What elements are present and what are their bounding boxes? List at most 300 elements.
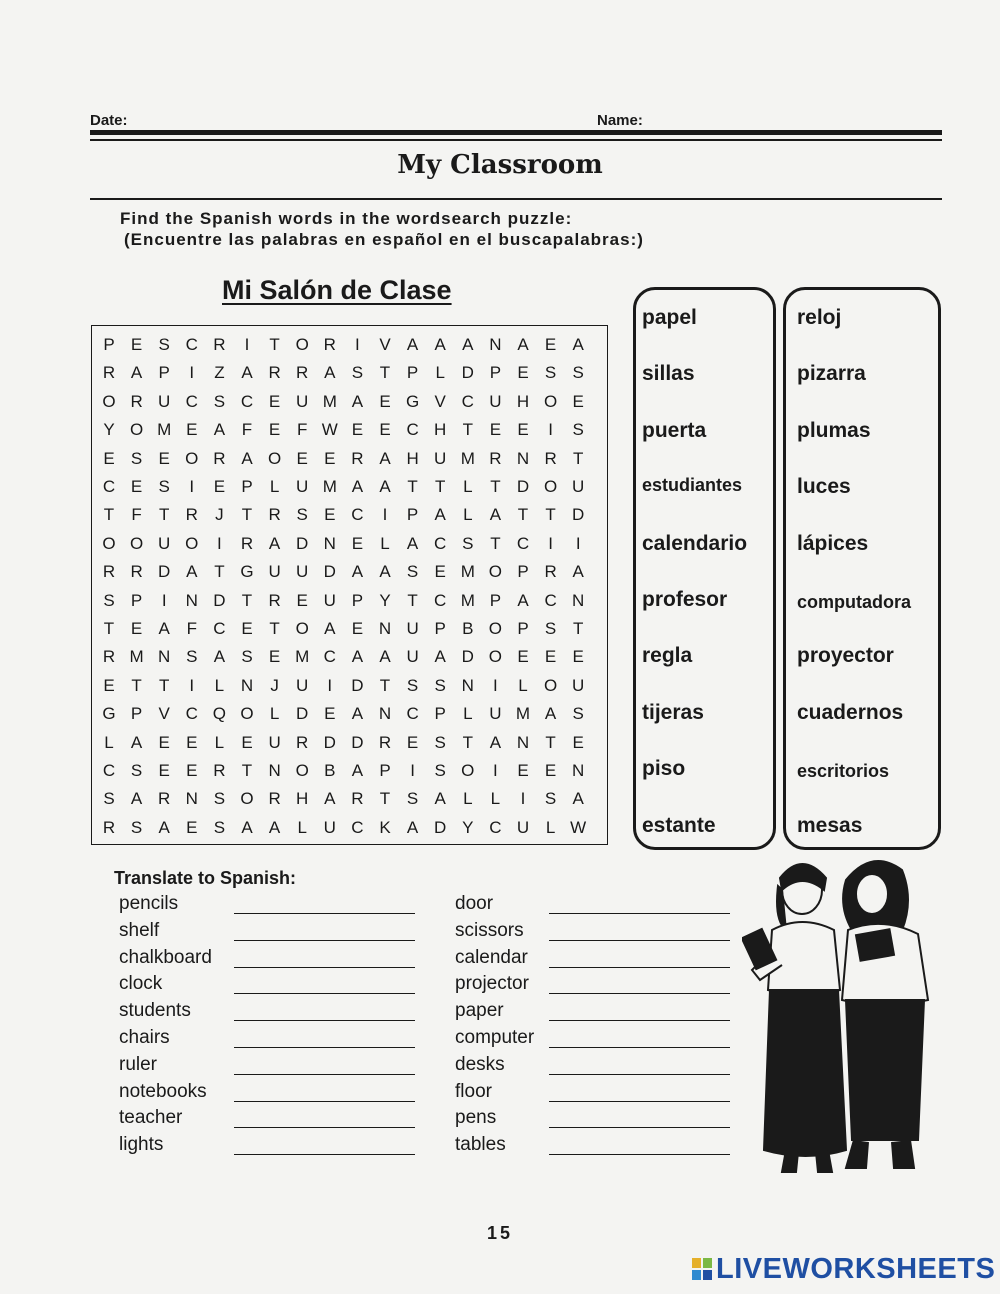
grid-letter[interactable]: U	[268, 732, 281, 752]
grid-letter[interactable]: U	[296, 562, 309, 582]
grid-letter[interactable]: A	[241, 363, 253, 383]
grid-letter[interactable]: A	[130, 789, 143, 809]
grid-letter[interactable]: A	[517, 590, 529, 610]
grid-letter[interactable]: O	[240, 789, 254, 809]
grid-letter[interactable]: E	[130, 477, 143, 496]
grid-letter[interactable]: M	[129, 647, 144, 667]
grid-letter[interactable]: T	[379, 363, 391, 383]
grid-letter[interactable]: I	[355, 335, 360, 354]
answer-blank[interactable]	[234, 913, 415, 914]
grid-letter[interactable]: C	[434, 533, 447, 553]
grid-letter[interactable]: O	[102, 391, 116, 411]
answer-blank[interactable]	[234, 1101, 415, 1102]
grid-letter[interactable]: R	[268, 363, 281, 383]
grid-letter[interactable]: U	[158, 533, 171, 553]
grid-letter[interactable]: C	[102, 761, 116, 780]
grid-letter[interactable]: E	[572, 647, 584, 667]
grid-letter[interactable]: L	[214, 675, 225, 695]
answer-blank[interactable]	[234, 1127, 415, 1128]
grid-letter[interactable]: I	[410, 761, 415, 780]
grid-letter[interactable]: D	[516, 477, 530, 496]
grid-letter[interactable]: E	[130, 335, 143, 354]
grid-letter[interactable]: S	[130, 817, 143, 837]
grid-letter[interactable]: S	[241, 647, 253, 667]
answer-blank[interactable]	[549, 1127, 730, 1128]
grid-letter[interactable]: A	[544, 704, 557, 724]
grid-letter[interactable]: A	[213, 420, 226, 440]
grid-letter[interactable]: O	[543, 477, 558, 496]
grid-letter[interactable]: O	[295, 761, 309, 780]
grid-letter[interactable]: R	[130, 391, 143, 411]
grid-letter[interactable]: S	[103, 590, 115, 610]
grid-letter[interactable]: D	[572, 505, 585, 525]
grid-letter[interactable]: L	[297, 817, 307, 837]
grid-letter[interactable]: E	[186, 732, 198, 752]
grid-letter[interactable]: R	[268, 789, 281, 809]
grid-letter[interactable]: O	[488, 562, 502, 582]
grid-letter[interactable]: D	[351, 732, 364, 752]
grid-letter[interactable]: R	[268, 590, 281, 610]
grid-letter[interactable]: M	[460, 562, 475, 582]
grid-letter[interactable]: A	[406, 817, 419, 837]
grid-letter[interactable]: O	[129, 533, 144, 553]
grid-letter[interactable]: V	[379, 335, 391, 354]
grid-letter[interactable]: E	[241, 732, 253, 752]
grid-letter[interactable]: W	[321, 420, 338, 440]
grid-letter[interactable]: O	[185, 448, 199, 468]
grid-letter[interactable]: E	[241, 619, 253, 638]
grid-letter[interactable]: C	[185, 391, 198, 411]
grid-letter[interactable]: E	[489, 420, 502, 440]
grid-letter[interactable]: N	[185, 590, 198, 610]
grid-letter[interactable]: M	[157, 420, 172, 440]
grid-letter[interactable]: S	[462, 533, 474, 553]
grid-letter[interactable]: O	[488, 619, 502, 638]
answer-blank[interactable]	[549, 993, 730, 994]
grid-letter[interactable]: A	[268, 817, 281, 837]
grid-letter[interactable]: A	[324, 363, 336, 383]
answer-blank[interactable]	[549, 1020, 730, 1021]
grid-letter[interactable]: E	[379, 420, 391, 440]
grid-letter[interactable]: A	[158, 619, 170, 638]
grid-letter[interactable]: E	[268, 391, 281, 411]
grid-letter[interactable]: R	[489, 448, 502, 468]
grid-letter[interactable]: T	[490, 533, 501, 553]
grid-letter[interactable]: S	[296, 505, 308, 525]
grid-letter[interactable]: R	[102, 363, 116, 383]
answer-blank[interactable]	[234, 1154, 415, 1155]
grid-letter[interactable]: I	[189, 675, 195, 695]
grid-letter[interactable]: A	[241, 448, 253, 468]
grid-letter[interactable]: H	[296, 789, 309, 809]
grid-letter[interactable]: P	[489, 363, 502, 383]
grid-letter[interactable]: P	[103, 335, 115, 354]
grid-letter[interactable]: C	[406, 704, 419, 724]
grid-letter[interactable]: T	[158, 505, 170, 525]
grid-letter[interactable]: E	[213, 477, 226, 496]
grid-letter[interactable]: S	[572, 420, 584, 440]
grid-letter[interactable]: I	[327, 675, 333, 695]
grid-letter[interactable]: H	[516, 391, 530, 411]
grid-letter[interactable]: C	[434, 590, 447, 610]
grid-letter[interactable]: L	[269, 477, 280, 496]
grid-letter[interactable]: A	[489, 732, 502, 752]
grid-letter[interactable]: D	[213, 590, 226, 610]
grid-letter[interactable]: U	[268, 562, 281, 582]
grid-letter[interactable]: T	[545, 505, 556, 525]
grid-letter[interactable]: T	[462, 420, 473, 440]
grid-letter[interactable]: E	[434, 562, 446, 582]
answer-blank[interactable]	[549, 940, 730, 941]
grid-letter[interactable]: R	[323, 335, 336, 354]
grid-letter[interactable]: U	[489, 704, 502, 724]
grid-letter[interactable]: A	[379, 647, 391, 667]
grid-letter[interactable]: E	[186, 817, 198, 837]
grid-letter[interactable]: A	[351, 391, 364, 411]
grid-letter[interactable]: P	[517, 562, 529, 582]
grid-letter[interactable]: C	[102, 477, 116, 496]
grid-letter[interactable]: M	[460, 590, 475, 610]
grid-letter[interactable]: L	[435, 363, 445, 383]
grid-letter[interactable]: A	[351, 647, 364, 667]
answer-blank[interactable]	[549, 1101, 730, 1102]
grid-letter[interactable]: F	[186, 619, 197, 638]
grid-letter[interactable]: G	[240, 562, 254, 582]
grid-letter[interactable]: I	[548, 533, 553, 553]
grid-letter[interactable]: S	[130, 448, 143, 468]
grid-letter[interactable]: H	[434, 420, 447, 440]
grid-letter[interactable]: E	[103, 675, 115, 695]
grid-letter[interactable]: I	[493, 761, 498, 780]
grid-letter[interactable]: Y	[103, 420, 115, 440]
answer-blank[interactable]	[549, 1154, 730, 1155]
grid-letter[interactable]: P	[434, 619, 446, 638]
grid-letter[interactable]: A	[489, 505, 502, 525]
grid-letter[interactable]: A	[130, 363, 143, 383]
grid-letter[interactable]: M	[322, 391, 337, 411]
grid-letter[interactable]: R	[213, 761, 226, 780]
grid-letter[interactable]: E	[544, 761, 557, 780]
grid-letter[interactable]: O	[102, 533, 116, 553]
grid-letter[interactable]: S	[406, 562, 419, 582]
grid-letter[interactable]: V	[158, 704, 170, 724]
grid-letter[interactable]: A	[130, 732, 143, 752]
grid-letter[interactable]: S	[544, 363, 557, 383]
grid-letter[interactable]: S	[130, 761, 143, 780]
grid-letter[interactable]: I	[382, 505, 388, 525]
grid-letter[interactable]: L	[269, 704, 280, 724]
grid-letter[interactable]: O	[129, 420, 144, 440]
grid-letter[interactable]: L	[463, 505, 473, 525]
grid-letter[interactable]: A	[379, 562, 391, 582]
grid-letter[interactable]: N	[572, 590, 585, 610]
grid-letter[interactable]: T	[490, 477, 501, 496]
grid-letter[interactable]: R	[158, 789, 171, 809]
grid-letter[interactable]: I	[244, 335, 250, 354]
grid-letter[interactable]: T	[131, 675, 142, 695]
grid-letter[interactable]: U	[158, 391, 171, 411]
grid-letter[interactable]: E	[572, 391, 584, 411]
grid-letter[interactable]: M	[460, 448, 475, 468]
answer-blank[interactable]	[234, 1047, 415, 1048]
grid-letter[interactable]: A	[517, 335, 529, 354]
grid-letter[interactable]: P	[130, 704, 143, 724]
grid-letter[interactable]: G	[405, 391, 420, 411]
grid-letter[interactable]: E	[351, 619, 364, 638]
answer-blank[interactable]	[549, 913, 730, 914]
grid-letter[interactable]: R	[544, 562, 557, 582]
grid-letter[interactable]: N	[572, 761, 585, 780]
grid-letter[interactable]: A	[158, 817, 170, 837]
grid-letter[interactable]: T	[103, 505, 115, 525]
grid-letter[interactable]: N	[378, 704, 392, 724]
grid-letter[interactable]: L	[214, 732, 225, 752]
grid-letter[interactable]: S	[213, 789, 226, 809]
grid-letter[interactable]: U	[323, 590, 336, 610]
grid-letter[interactable]: T	[241, 590, 253, 610]
grid-letter[interactable]: E	[186, 420, 198, 440]
grid-letter[interactable]: A	[434, 335, 446, 354]
grid-letter[interactable]: C	[406, 420, 419, 440]
grid-letter[interactable]: E	[351, 533, 364, 553]
grid-letter[interactable]: T	[545, 732, 556, 752]
grid-letter[interactable]: O	[543, 391, 558, 411]
grid-letter[interactable]: T	[434, 477, 446, 496]
grid-letter[interactable]: O	[295, 335, 309, 354]
grid-letter[interactable]: E	[517, 363, 529, 383]
grid-letter[interactable]: Y	[462, 817, 474, 837]
grid-letter[interactable]: T	[517, 505, 529, 525]
grid-letter[interactable]: T	[379, 789, 391, 809]
grid-letter[interactable]: S	[544, 789, 557, 809]
grid-letter[interactable]: T	[407, 477, 418, 496]
grid-letter[interactable]: D	[158, 562, 171, 582]
answer-blank[interactable]	[234, 993, 415, 994]
grid-letter[interactable]: L	[380, 533, 390, 553]
grid-letter[interactable]: C	[516, 533, 530, 553]
grid-letter[interactable]: T	[241, 761, 253, 780]
grid-letter[interactable]: U	[516, 817, 530, 837]
grid-letter[interactable]: S	[406, 675, 419, 695]
grid-letter[interactable]: N	[516, 448, 530, 468]
grid-letter[interactable]: T	[158, 675, 170, 695]
grid-letter[interactable]: H	[406, 448, 419, 468]
grid-letter[interactable]: O	[543, 675, 558, 695]
grid-letter[interactable]: E	[130, 619, 143, 638]
grid-letter[interactable]: C	[240, 391, 254, 411]
grid-letter[interactable]: A	[186, 562, 198, 582]
grid-letter[interactable]: E	[544, 335, 557, 354]
grid-letter[interactable]: A	[406, 533, 419, 553]
grid-letter[interactable]: R	[185, 505, 198, 525]
answer-blank[interactable]	[234, 967, 415, 968]
grid-letter[interactable]: S	[406, 789, 419, 809]
grid-letter[interactable]: N	[378, 619, 392, 638]
grid-letter[interactable]: S	[544, 619, 557, 638]
grid-letter[interactable]: U	[434, 448, 447, 468]
grid-letter[interactable]: U	[489, 391, 502, 411]
grid-letter[interactable]: C	[489, 817, 502, 837]
grid-letter[interactable]: A	[379, 477, 391, 496]
grid-letter[interactable]: N	[323, 533, 336, 553]
grid-letter[interactable]: A	[351, 704, 364, 724]
grid-letter[interactable]: E	[158, 761, 170, 780]
grid-letter[interactable]: N	[461, 675, 474, 695]
grid-letter[interactable]: W	[570, 817, 587, 837]
grid-letter[interactable]: S	[213, 391, 226, 411]
grid-letter[interactable]: E	[103, 448, 115, 468]
grid-letter[interactable]: S	[158, 477, 170, 496]
grid-letter[interactable]: D	[461, 647, 474, 667]
grid-letter[interactable]: L	[463, 704, 473, 724]
grid-letter[interactable]: U	[323, 817, 336, 837]
grid-letter[interactable]: P	[379, 761, 391, 780]
grid-letter[interactable]: L	[463, 789, 473, 809]
grid-letter[interactable]: D	[434, 817, 447, 837]
grid-letter[interactable]: M	[322, 477, 337, 496]
grid-letter[interactable]: L	[545, 817, 556, 837]
grid-letter[interactable]: S	[351, 363, 364, 383]
name-field[interactable]	[650, 110, 940, 130]
grid-letter[interactable]: U	[406, 647, 419, 667]
grid-letter[interactable]: Z	[214, 363, 225, 383]
grid-letter[interactable]: U	[296, 675, 309, 695]
grid-letter[interactable]: C	[323, 647, 336, 667]
grid-letter[interactable]: U	[406, 619, 419, 638]
grid-letter[interactable]: A	[406, 335, 419, 354]
answer-blank[interactable]	[549, 1074, 730, 1075]
grid-letter[interactable]: E	[544, 647, 557, 667]
grid-letter[interactable]: N	[158, 647, 171, 667]
grid-letter[interactable]: E	[351, 420, 364, 440]
grid-letter[interactable]: J	[215, 505, 224, 525]
grid-letter[interactable]: U	[296, 391, 309, 411]
grid-letter[interactable]: E	[379, 391, 391, 411]
grid-letter[interactable]: F	[241, 420, 253, 440]
grid-letter[interactable]: M	[295, 647, 310, 667]
grid-letter[interactable]: P	[406, 505, 419, 525]
grid-letter[interactable]: T	[572, 619, 584, 638]
grid-letter[interactable]: E	[324, 505, 336, 525]
grid-letter[interactable]: C	[351, 817, 364, 837]
grid-letter[interactable]: P	[406, 363, 419, 383]
grid-letter[interactable]: T	[269, 335, 280, 354]
grid-letter[interactable]: P	[351, 590, 364, 610]
grid-letter[interactable]: S	[103, 789, 115, 809]
grid-letter[interactable]: T	[103, 619, 115, 638]
grid-letter[interactable]: A	[434, 505, 446, 525]
grid-letter[interactable]: L	[518, 675, 528, 695]
grid-letter[interactable]: S	[158, 335, 170, 354]
grid-letter[interactable]: E	[296, 448, 308, 468]
grid-letter[interactable]: E	[158, 448, 170, 468]
grid-letter[interactable]: Y	[379, 590, 391, 610]
grid-letter[interactable]: I	[189, 477, 195, 496]
grid-letter[interactable]: E	[296, 590, 308, 610]
grid-letter[interactable]: R	[378, 732, 392, 752]
grid-letter[interactable]: S	[434, 732, 446, 752]
grid-letter[interactable]: F	[296, 420, 308, 440]
grid-letter[interactable]: N	[516, 732, 530, 752]
grid-letter[interactable]: D	[296, 533, 309, 553]
grid-letter[interactable]: P	[158, 363, 170, 383]
grid-letter[interactable]: E	[268, 420, 281, 440]
grid-letter[interactable]: T	[462, 732, 473, 752]
grid-letter[interactable]: R	[102, 647, 116, 667]
grid-letter[interactable]: M	[515, 704, 531, 724]
grid-letter[interactable]: O	[240, 704, 254, 724]
grid-letter[interactable]: E	[517, 647, 529, 667]
grid-letter[interactable]: V	[434, 391, 446, 411]
grid-letter[interactable]: I	[161, 590, 167, 610]
grid-letter[interactable]: T	[379, 675, 391, 695]
answer-blank[interactable]	[234, 1074, 415, 1075]
grid-letter[interactable]: S	[572, 363, 584, 383]
grid-letter[interactable]: K	[379, 817, 391, 837]
grid-letter[interactable]: J	[270, 675, 279, 695]
grid-letter[interactable]: S	[213, 817, 226, 837]
answer-blank[interactable]	[234, 1020, 415, 1021]
grid-letter[interactable]: C	[185, 335, 198, 354]
grid-letter[interactable]: A	[572, 789, 584, 809]
grid-letter[interactable]: D	[461, 363, 474, 383]
grid-letter[interactable]: A	[241, 817, 253, 837]
grid-letter[interactable]: A	[351, 761, 364, 780]
grid-letter[interactable]: R	[296, 732, 309, 752]
grid-letter[interactable]: C	[185, 704, 198, 724]
answer-blank[interactable]	[549, 967, 730, 968]
grid-letter[interactable]: P	[130, 590, 143, 610]
grid-letter[interactable]: R	[268, 505, 281, 525]
grid-letter[interactable]: A	[351, 562, 364, 582]
grid-letter[interactable]: A	[213, 647, 226, 667]
grid-letter[interactable]: N	[268, 761, 281, 780]
grid-letter[interactable]: I	[217, 533, 222, 553]
grid-letter[interactable]: R	[130, 562, 143, 582]
grid-letter[interactable]: E	[324, 448, 336, 468]
grid-letter[interactable]: I	[575, 533, 581, 553]
grid-letter[interactable]: R	[296, 363, 309, 383]
grid-letter[interactable]: E	[572, 732, 584, 752]
grid-letter[interactable]: A	[379, 448, 391, 468]
grid-letter[interactable]: R	[213, 448, 226, 468]
answer-blank[interactable]	[234, 940, 415, 941]
grid-letter[interactable]: A	[434, 789, 446, 809]
grid-letter[interactable]: R	[102, 817, 116, 837]
grid-letter[interactable]: D	[296, 704, 309, 724]
grid-letter[interactable]: R	[213, 335, 226, 354]
grid-letter[interactable]: L	[104, 732, 114, 752]
grid-letter[interactable]: I	[520, 789, 526, 809]
grid-letter[interactable]: L	[490, 789, 501, 809]
grid-letter[interactable]: E	[517, 761, 529, 780]
grid-letter[interactable]: R	[351, 448, 364, 468]
grid-letter[interactable]: P	[517, 619, 529, 638]
answer-blank[interactable]	[549, 1047, 730, 1048]
grid-letter[interactable]: L	[463, 477, 473, 496]
grid-letter[interactable]: T	[241, 505, 253, 525]
grid-letter[interactable]: B	[324, 761, 336, 780]
grid-letter[interactable]: T	[572, 448, 584, 468]
grid-letter[interactable]: O	[267, 448, 282, 468]
grid-letter[interactable]: C	[213, 619, 226, 638]
grid-letter[interactable]: E	[517, 420, 529, 440]
grid-letter[interactable]: P	[241, 477, 253, 496]
grid-letter[interactable]: P	[489, 590, 502, 610]
grid-letter[interactable]: I	[493, 675, 498, 695]
grid-letter[interactable]: S	[186, 647, 198, 667]
grid-letter[interactable]: E	[324, 704, 336, 724]
